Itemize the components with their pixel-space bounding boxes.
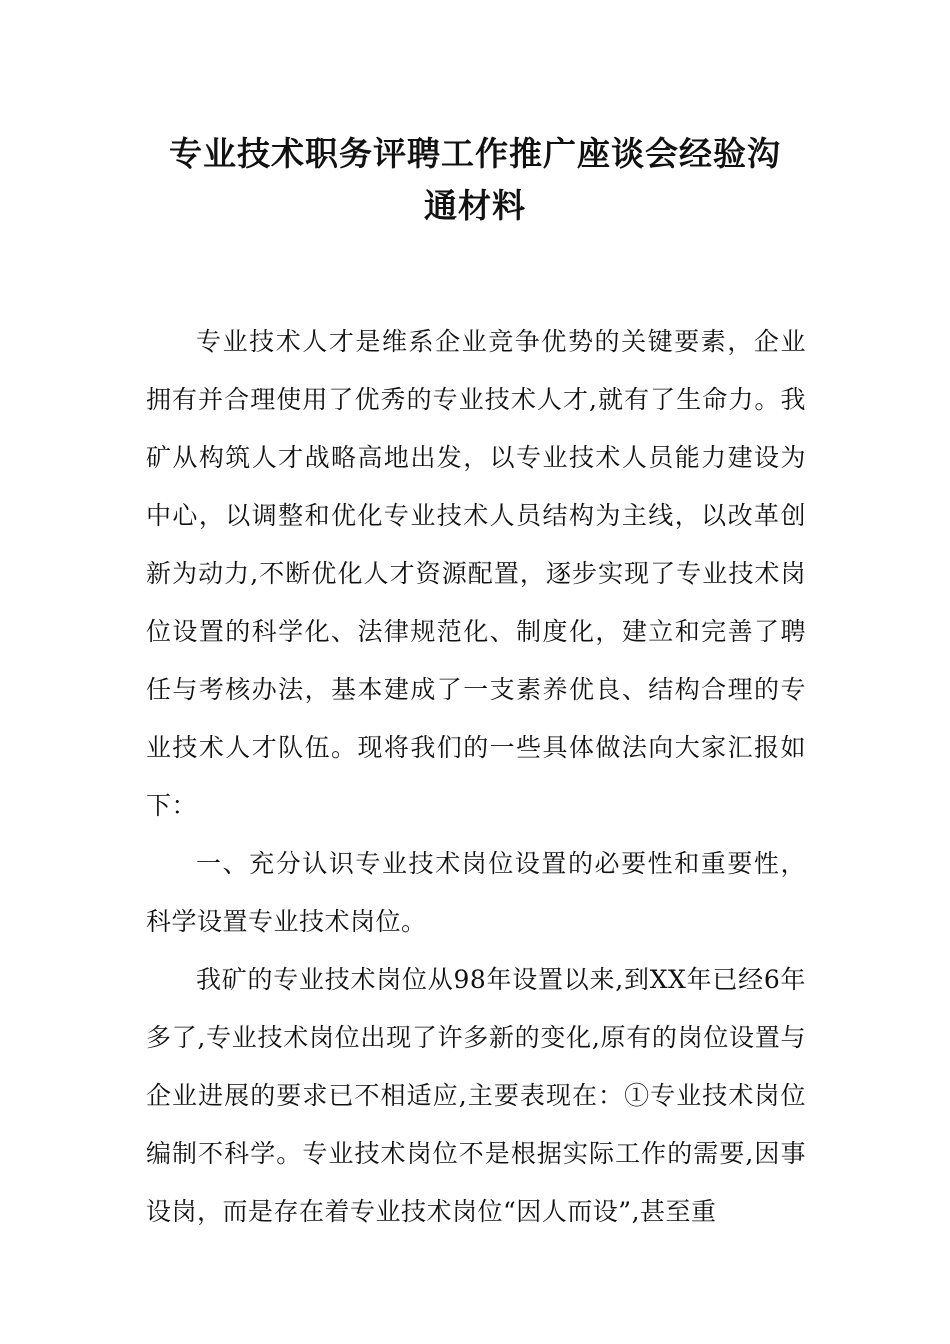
paragraph-section-heading-1: 一、充分认识专业技术岗位设置的必要性和重要性，科学设置专业技术岗位。 bbox=[146, 849, 806, 936]
document-body bbox=[146, 313, 806, 1241]
title-line-1: 专业技术职务评聘工作推广座谈会经验沟 bbox=[169, 134, 781, 173]
paragraph-section-body-1: 我矿的专业技术岗位从98年设置以来,到XX年已经6年多了,专业技术岗位出现了许多新的变化,原有的岗位设置与企业进展的要求已不相适应,主要表现在：①专业技术岗位编制不科学。专业技术岗位不是根据实际工作的需要,因事设岗，而是存在着专业技术岗位“因人而设”,甚至重 bbox=[146, 965, 806, 1226]
document-title bbox=[120, 128, 830, 232]
title-line-2: 通材料 bbox=[424, 186, 526, 225]
paragraph-intro: 专业技术人才是维系企业竞争优势的关键要素，企业拥有并合理使用了优秀的专业技术人才,就有了生命力。我矿从构筑人才战略高地出发，以专业技术人员能力建设为中心，以调整和优化专业技术人员结构为主线，以改革创新为动力,不断优化人才资源配置，逐步实现了专业技术岗位设置的科学化、法律规范化、制度化，建立和完善了聘任与考核办法，基本建成了一支素养优良、结构合理的专业技术人才队伍。现将我们的一些具体做法向大家汇报如下： bbox=[146, 327, 806, 820]
